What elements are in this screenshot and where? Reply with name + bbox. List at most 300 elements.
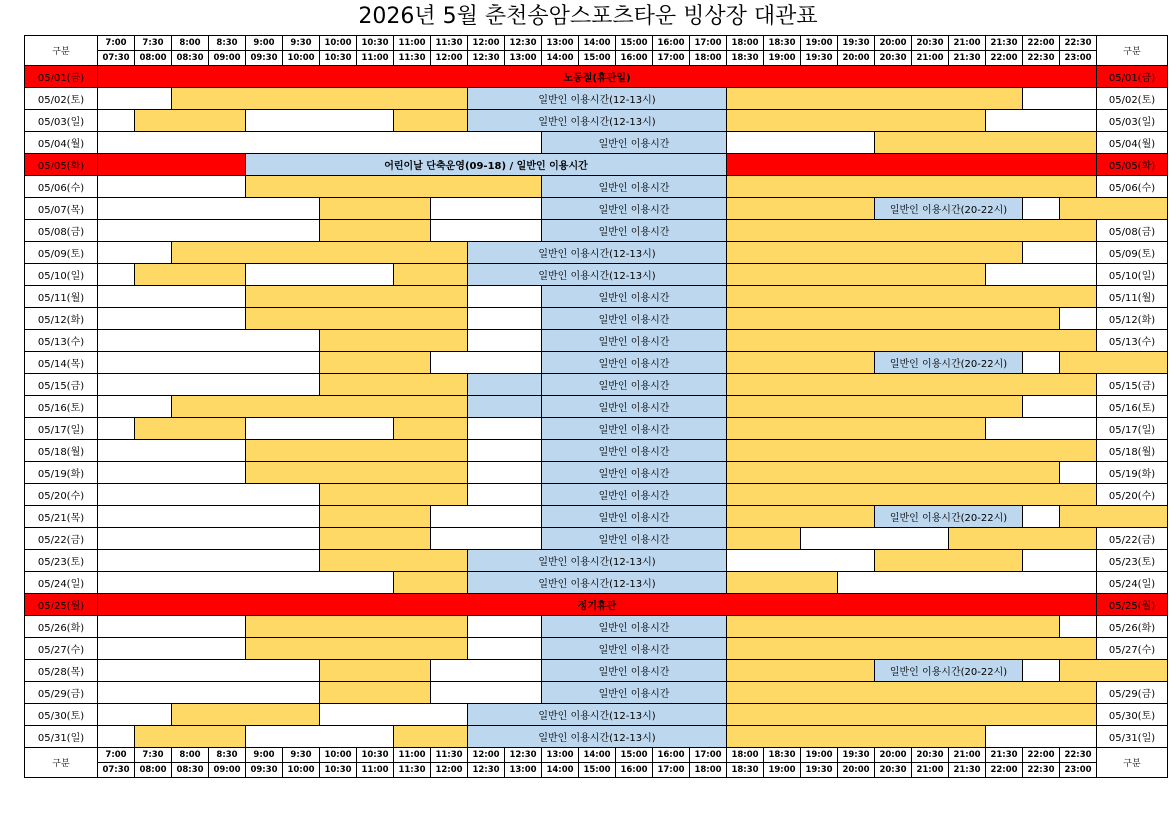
schedule-row [25, 616, 1168, 638]
rental-slot [246, 440, 468, 462]
open-slot [986, 110, 1097, 132]
open-slot [98, 220, 320, 242]
schedule-row [25, 594, 1168, 616]
time-start-label: 9:00 [246, 36, 283, 51]
schedule-row [25, 726, 1168, 748]
open-slot [246, 418, 394, 440]
page-title: 2026년 5월 춘천송암스포츠타운 빙상장 대관표 [358, 4, 818, 29]
time-start-label: 11:00 [394, 36, 431, 51]
time-end-label: 08:00 [135, 51, 172, 66]
rental-slot [727, 88, 1023, 110]
schedule-row [25, 572, 1168, 594]
date-label: 05/24(일) [25, 572, 98, 594]
time-start-label: 20:00 [875, 748, 912, 763]
rental-slot [320, 220, 431, 242]
open-slot [1023, 88, 1097, 110]
rental-slot [320, 506, 431, 528]
public-session-slot: 일반인 이용시간(12-13시) [468, 88, 727, 110]
open-slot [468, 418, 542, 440]
open-slot [246, 726, 394, 748]
date-label: 05/27(수) [25, 638, 98, 660]
date-label: 05/01(금) [25, 66, 98, 88]
date-label: 05/17(일) [1097, 418, 1168, 440]
time-end-label: 19:00 [764, 51, 801, 66]
date-label: 05/03(일) [25, 110, 98, 132]
public-session-slot: 어린이날 단축운영(09-18) / 일반인 이용시간 [246, 154, 727, 176]
open-slot [98, 352, 320, 374]
time-start-label: 16:00 [653, 36, 690, 51]
time-start-label: 9:30 [283, 36, 320, 51]
date-label: 05/16(토) [1097, 396, 1168, 418]
schedule-row [25, 462, 1168, 484]
time-start-label: 13:00 [542, 36, 579, 51]
date-label: 05/13(수) [1097, 330, 1168, 352]
time-end-label: 10:00 [283, 51, 320, 66]
open-slot [98, 308, 246, 330]
schedule-row [25, 374, 1168, 396]
open-slot [1060, 462, 1097, 484]
time-start-label: 18:30 [764, 36, 801, 51]
date-label: 05/14(목) [25, 352, 98, 374]
date-label: 05/06(수) [1097, 176, 1168, 198]
time-start-label: 8:00 [172, 36, 209, 51]
public-session-slot: 일반인 이용시간 [542, 352, 727, 374]
date-label: 05/16(토) [25, 396, 98, 418]
open-slot [468, 484, 542, 506]
time-end-label: 22:00 [986, 51, 1023, 66]
time-end-label: 09:00 [209, 51, 246, 66]
rental-slot [172, 704, 320, 726]
open-slot [1023, 396, 1097, 418]
time-end-label: 22:30 [1023, 51, 1060, 66]
open-slot [1023, 242, 1097, 264]
time-end-label: 08:30 [172, 763, 209, 778]
schedule-row [25, 308, 1168, 330]
open-slot [98, 506, 320, 528]
open-slot [98, 286, 246, 308]
time-end-label: 08:30 [172, 51, 209, 66]
rental-slot [727, 242, 1023, 264]
open-slot [468, 308, 542, 330]
public-session-slot: 일반인 이용시간 [542, 396, 727, 418]
schedule-row [25, 418, 1168, 440]
time-start-label: 22:00 [1023, 36, 1060, 51]
time-end-label: 09:30 [246, 51, 283, 66]
time-start-label: 19:00 [801, 36, 838, 51]
time-end-label: 15:00 [579, 763, 616, 778]
rental-slot [727, 528, 801, 550]
time-end-label: 07:30 [98, 763, 135, 778]
rental-slot [727, 462, 1060, 484]
rental-slot [394, 572, 468, 594]
rental-slot [320, 330, 468, 352]
public-session-slot: 일반인 이용시간 [542, 374, 727, 396]
public-session-slot: 일반인 이용시간(12-13시) [468, 242, 727, 264]
time-end-label: 22:00 [986, 763, 1023, 778]
date-label: 05/09(토) [1097, 242, 1168, 264]
rental-slot [727, 704, 1097, 726]
rental-slot [727, 506, 875, 528]
schedule-row [25, 638, 1168, 660]
open-slot [98, 682, 320, 704]
open-slot [727, 132, 875, 154]
time-end-label: 18:00 [690, 763, 727, 778]
open-slot [1060, 308, 1097, 330]
rental-slot [320, 550, 468, 572]
public-session-slot [468, 396, 542, 418]
schedule-row [25, 506, 1168, 528]
open-slot [98, 528, 320, 550]
rental-slot [320, 352, 431, 374]
public-session-slot: 일반인 이용시간 [542, 132, 727, 154]
time-header-end-row [25, 51, 1168, 66]
date-label: 05/23(토) [1097, 550, 1168, 572]
rental-slot [727, 330, 1097, 352]
date-label: 05/01(금) [1097, 66, 1168, 88]
rental-slot [727, 308, 1060, 330]
open-slot [320, 704, 468, 726]
open-slot [98, 242, 172, 264]
date-label: 05/31(일) [25, 726, 98, 748]
date-label: 05/10(일) [1097, 264, 1168, 286]
time-end-label: 16:00 [616, 763, 653, 778]
time-end-label: 11:00 [357, 763, 394, 778]
public-session-slot: 일반인 이용시간 [542, 440, 727, 462]
date-label: 05/09(토) [25, 242, 98, 264]
open-slot [1023, 198, 1060, 220]
time-start-label: 8:30 [209, 748, 246, 763]
rental-slot [246, 638, 468, 660]
time-end-label: 18:30 [727, 51, 764, 66]
time-start-label: 12:00 [468, 36, 505, 51]
open-slot [727, 550, 875, 572]
public-session-slot: 일반인 이용시간 [542, 462, 727, 484]
time-end-label: 21:30 [949, 51, 986, 66]
date-label: 05/13(수) [25, 330, 98, 352]
schedule-row [25, 352, 1168, 374]
rental-slot [172, 242, 468, 264]
rental-slot [727, 264, 986, 286]
closed-slot [98, 154, 246, 176]
rental-slot [727, 418, 986, 440]
date-label: 05/02(토) [25, 88, 98, 110]
date-label: 05/12(화) [25, 308, 98, 330]
time-start-label: 10:00 [320, 748, 357, 763]
date-label: 05/25(월) [1097, 594, 1168, 616]
date-label: 05/06(수) [25, 176, 98, 198]
open-slot [98, 88, 172, 110]
date-label: 05/29(금) [25, 682, 98, 704]
time-end-label: 14:00 [542, 763, 579, 778]
time-start-label: 22:00 [1023, 748, 1060, 763]
time-start-label: 15:00 [616, 36, 653, 51]
time-end-label: 13:00 [505, 763, 542, 778]
rental-slot [246, 308, 468, 330]
time-start-label: 11:00 [394, 748, 431, 763]
time-end-label: 16:00 [616, 51, 653, 66]
public-session-slot: 일반인 이용시간 [542, 176, 727, 198]
time-start-label: 16:00 [653, 748, 690, 763]
rental-slot [727, 286, 1097, 308]
open-slot [468, 462, 542, 484]
date-label: 05/19(화) [1097, 462, 1168, 484]
date-label: 05/02(토) [1097, 88, 1168, 110]
time-end-label: 22:30 [1023, 763, 1060, 778]
open-slot [986, 264, 1097, 286]
time-start-label: 21:00 [949, 748, 986, 763]
open-slot [986, 418, 1097, 440]
open-slot [468, 638, 542, 660]
time-end-label: 10:30 [320, 51, 357, 66]
public-session-slot: 일반인 이용시간 [542, 528, 727, 550]
open-slot [431, 506, 542, 528]
time-start-label: 19:30 [838, 748, 875, 763]
schedule-row [25, 110, 1168, 132]
public-session-slot [468, 374, 542, 396]
rental-slot [875, 132, 1097, 154]
time-start-label: 10:30 [357, 36, 394, 51]
open-slot [98, 198, 320, 220]
schedule-row [25, 528, 1168, 550]
time-end-label: 13:00 [505, 51, 542, 66]
time-end-label: 21:00 [912, 763, 949, 778]
date-label: 05/23(토) [25, 550, 98, 572]
time-start-label: 22:30 [1060, 748, 1097, 763]
date-label: 05/07(목) [25, 198, 98, 220]
date-label: 05/19(화) [25, 462, 98, 484]
rental-slot [727, 616, 1060, 638]
closed-slot [727, 154, 1097, 176]
time-end-label: 10:30 [320, 763, 357, 778]
public-session-slot: 일반인 이용시간(20-22시) [875, 660, 1023, 682]
time-start-label: 10:00 [320, 36, 357, 51]
closed-slot: 정기휴관 [98, 594, 1097, 616]
time-start-label: 15:00 [616, 748, 653, 763]
open-slot [1023, 550, 1097, 572]
rental-slot [1060, 506, 1168, 528]
schedule-row [25, 484, 1168, 506]
date-label: 05/22(금) [25, 528, 98, 550]
schedule-row [25, 154, 1168, 176]
date-label: 05/18(월) [25, 440, 98, 462]
date-label: 05/27(수) [1097, 638, 1168, 660]
schedule-row [25, 440, 1168, 462]
rental-slot [135, 418, 246, 440]
time-start-label: 8:00 [172, 748, 209, 763]
open-slot [1023, 506, 1060, 528]
date-label: 05/11(월) [1097, 286, 1168, 308]
open-slot [1023, 660, 1060, 682]
date-label: 05/29(금) [1097, 682, 1168, 704]
time-start-label: 12:30 [505, 748, 542, 763]
schedule-row [25, 176, 1168, 198]
time-start-label: 7:30 [135, 36, 172, 51]
time-start-label: 9:00 [246, 748, 283, 763]
public-session-slot: 일반인 이용시간 [542, 220, 727, 242]
time-header-start-row [25, 748, 1168, 763]
time-end-label: 18:00 [690, 51, 727, 66]
public-session-slot: 일반인 이용시간 [542, 286, 727, 308]
time-start-label: 18:30 [764, 748, 801, 763]
time-end-label: 21:30 [949, 763, 986, 778]
public-session-slot: 일반인 이용시간 [542, 484, 727, 506]
open-slot [431, 660, 542, 682]
open-slot [98, 704, 172, 726]
rental-slot [727, 374, 1097, 396]
open-slot [98, 616, 246, 638]
open-slot [431, 682, 542, 704]
rental-slot [727, 352, 875, 374]
public-session-slot: 일반인 이용시간(12-13시) [468, 110, 727, 132]
time-end-label: 14:00 [542, 51, 579, 66]
rental-slot [135, 726, 246, 748]
time-end-label: 12:00 [431, 763, 468, 778]
rental-slot [727, 638, 1097, 660]
schedule-row [25, 704, 1168, 726]
schedule-row [25, 264, 1168, 286]
date-label: 05/12(화) [1097, 308, 1168, 330]
public-session-slot: 일반인 이용시간(20-22시) [875, 198, 1023, 220]
header-label: 구분 [25, 748, 98, 778]
rental-slot [875, 550, 1023, 572]
time-start-label: 20:30 [912, 748, 949, 763]
header-label: 구분 [1097, 36, 1168, 66]
time-end-label: 17:00 [653, 51, 690, 66]
schedule-row [25, 220, 1168, 242]
rental-slot [727, 726, 986, 748]
time-start-label: 19:00 [801, 748, 838, 763]
date-label: 05/28(목) [25, 660, 98, 682]
time-start-label: 12:30 [505, 36, 542, 51]
time-end-label: 07:30 [98, 51, 135, 66]
schedule-row [25, 330, 1168, 352]
public-session-slot: 일반인 이용시간 [542, 330, 727, 352]
open-slot [98, 462, 246, 484]
open-slot [431, 198, 542, 220]
rental-slot [320, 198, 431, 220]
date-label: 05/04(월) [25, 132, 98, 154]
time-start-label: 9:30 [283, 748, 320, 763]
rental-slot [135, 264, 246, 286]
time-end-label: 20:00 [838, 763, 875, 778]
schedule-table-container [24, 35, 1156, 798]
open-slot [98, 550, 320, 572]
schedule-row [25, 198, 1168, 220]
public-session-slot: 일반인 이용시간 [542, 682, 727, 704]
open-slot [98, 330, 320, 352]
open-slot [98, 660, 320, 682]
open-slot [98, 440, 246, 462]
time-start-label: 12:00 [468, 748, 505, 763]
time-start-label: 11:30 [431, 36, 468, 51]
time-end-label: 08:00 [135, 763, 172, 778]
date-label: 05/15(금) [1097, 374, 1168, 396]
time-end-label: 21:00 [912, 51, 949, 66]
rental-slot [727, 440, 1097, 462]
time-start-label: 7:30 [135, 748, 172, 763]
time-start-label: 18:00 [727, 748, 764, 763]
open-slot [98, 572, 394, 594]
date-label: 05/03(일) [1097, 110, 1168, 132]
public-session-slot: 일반인 이용시간 [542, 616, 727, 638]
open-slot [986, 726, 1097, 748]
rental-slot [246, 462, 468, 484]
rental-slot [320, 528, 431, 550]
public-session-slot: 일반인 이용시간(20-22시) [875, 352, 1023, 374]
time-start-label: 14:00 [579, 36, 616, 51]
open-slot [98, 132, 542, 154]
time-start-label: 18:00 [727, 36, 764, 51]
public-session-slot: 일반인 이용시간(12-13시) [468, 264, 727, 286]
time-end-label: 11:30 [394, 51, 431, 66]
date-label: 05/20(수) [1097, 484, 1168, 506]
rental-slot [172, 396, 468, 418]
rental-slot [320, 374, 468, 396]
open-slot [246, 110, 394, 132]
time-start-label: 19:30 [838, 36, 875, 51]
time-start-label: 13:00 [542, 748, 579, 763]
rental-slot [1060, 660, 1168, 682]
date-label: 05/05(화) [25, 154, 98, 176]
date-label: 05/11(월) [25, 286, 98, 308]
time-end-label: 23:00 [1060, 763, 1097, 778]
header-label: 구분 [25, 36, 98, 66]
open-slot [98, 176, 246, 198]
date-label: 05/25(월) [25, 594, 98, 616]
schedule-row [25, 550, 1168, 572]
schedule-row [25, 286, 1168, 308]
public-session-slot: 일반인 이용시간(20-22시) [875, 506, 1023, 528]
rental-slot [135, 110, 246, 132]
schedule-table [24, 35, 1168, 778]
public-session-slot: 일반인 이용시간 [542, 308, 727, 330]
date-label: 05/30(토) [1097, 704, 1168, 726]
schedule-row [25, 242, 1168, 264]
open-slot [468, 616, 542, 638]
open-slot [98, 638, 246, 660]
rental-slot [394, 110, 468, 132]
open-slot [801, 528, 949, 550]
time-end-label: 12:30 [468, 763, 505, 778]
date-label: 05/31(일) [1097, 726, 1168, 748]
time-end-label: 20:30 [875, 763, 912, 778]
date-label: 05/17(일) [25, 418, 98, 440]
date-label: 05/10(일) [25, 264, 98, 286]
time-start-label: 21:00 [949, 36, 986, 51]
rental-slot [246, 286, 468, 308]
date-label: 05/24(일) [1097, 572, 1168, 594]
public-session-slot: 일반인 이용시간 [542, 506, 727, 528]
public-session-slot: 일반인 이용시간(12-13시) [468, 572, 727, 594]
rental-slot [727, 198, 875, 220]
open-slot [1060, 616, 1097, 638]
time-end-label: 11:30 [394, 763, 431, 778]
time-start-label: 17:00 [690, 36, 727, 51]
time-end-label: 09:00 [209, 763, 246, 778]
rental-slot [394, 264, 468, 286]
time-end-label: 19:00 [764, 763, 801, 778]
date-label: 05/05(화) [1097, 154, 1168, 176]
open-slot [98, 484, 320, 506]
rental-slot [727, 176, 1097, 198]
rental-slot [1060, 352, 1168, 374]
closed-slot: 노동절(휴관일) [98, 66, 1097, 88]
rental-slot [727, 396, 1023, 418]
public-session-slot: 일반인 이용시간(12-13시) [468, 726, 727, 748]
open-slot [468, 286, 542, 308]
time-start-label: 11:30 [431, 748, 468, 763]
rental-slot [727, 110, 986, 132]
